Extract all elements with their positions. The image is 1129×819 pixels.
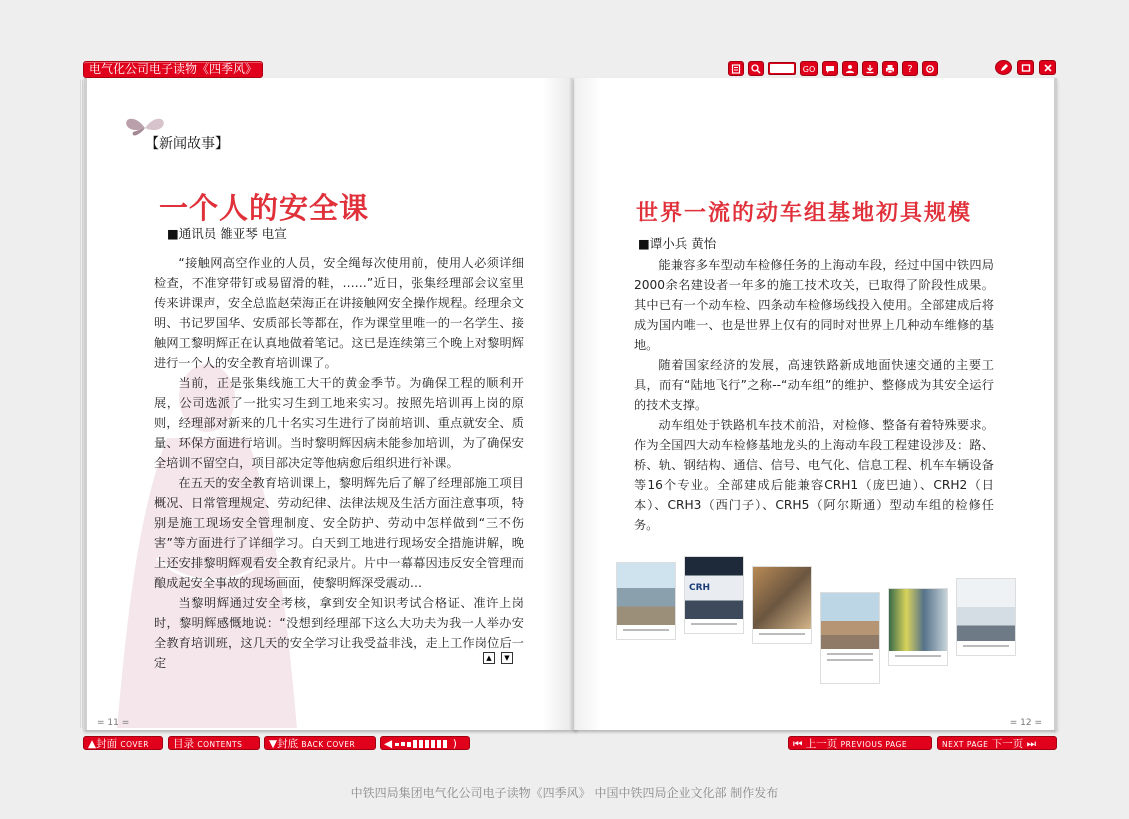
footer-credits: 中铁四局集团电气化公司电子读物《四季风》 中国中铁四局企业文化部 制作发布 xyxy=(350,786,779,800)
volume-slider[interactable] xyxy=(380,736,470,750)
zoom-icon[interactable] xyxy=(748,61,764,76)
scroll-down-icon[interactable]: ▼ xyxy=(501,652,513,664)
cover-button[interactable]: ▲封面 COVER xyxy=(83,736,163,750)
photo-bullet-trains[interactable] xyxy=(956,578,1016,656)
article-body xyxy=(634,255,994,535)
page-number: = 12 = xyxy=(1009,718,1042,728)
book xyxy=(80,78,1058,732)
photo-inspection-track[interactable] xyxy=(888,588,948,666)
photo-construction-site[interactable] xyxy=(752,566,812,644)
close-icon[interactable] xyxy=(1039,60,1056,75)
article-body xyxy=(154,253,524,673)
scroll-up-icon[interactable]: ▲ xyxy=(483,652,495,664)
article-title: 世界一流的动车组基地初具规模 xyxy=(636,200,973,226)
go-button[interactable]: GO xyxy=(800,61,818,76)
photo-strip xyxy=(614,562,1034,692)
previous-page-button[interactable]: ⏮ 上一页 PREVIOUS PAGE xyxy=(788,736,932,750)
user-icon[interactable] xyxy=(842,61,858,76)
paragraph: 当黎明辉通过安全考核，拿到安全知识考试合格证、准许上岗时，黎明辉感慨地说：“没想到经理部下这么大功夫为我一人举办安全教育培训班，这几天的安全学习让我受益非浅，走上工作岗位后一定 xyxy=(154,596,524,670)
page-number: = 11 = xyxy=(97,718,130,728)
help-icon[interactable]: ? xyxy=(902,61,918,76)
page-input[interactable] xyxy=(768,62,796,75)
window-controls xyxy=(995,60,1056,75)
print-icon[interactable] xyxy=(882,61,898,76)
app-title: 电气化公司电子读物《四季风》 xyxy=(83,61,263,78)
contents-button[interactable]: 目录 CONTENTS xyxy=(168,736,260,750)
paragraph: 随着国家经济的发展，高速铁路新成地面快速交通的主要工具，而有“陆地飞行”之称--“动车组”的维护、整修成为其安全运行的技术支撑。 xyxy=(634,358,994,412)
right-page[interactable] xyxy=(574,78,1057,730)
comment-icon[interactable] xyxy=(822,61,838,76)
crh-label: CRH xyxy=(689,583,711,593)
download-icon[interactable] xyxy=(862,61,878,76)
section-label: 【新闻故事】 xyxy=(145,136,229,152)
photo-maintenance-shed[interactable] xyxy=(820,592,880,684)
article-byline: ■通讯员 雒亚琴 电宣 xyxy=(167,226,287,241)
photo-crh-train[interactable] xyxy=(684,556,744,634)
photo-depot-building[interactable] xyxy=(616,562,676,640)
speaker-icon: ◀ xyxy=(384,738,393,750)
paragraph: 当前，正是张集线施工大干的黄金季节。为确保工程的顺利开展，公司选派了一批实习生到工地来实习。按照先培训再上岗的原则，经理部对新来的几十名实习生进行了岗前培训、重点就安全、质量、环保方面进行培训。当时黎明辉因病未能参加培训，为了确保安全培训不留空白，项目部决定等他病愈后组织进行补课。 xyxy=(154,376,524,470)
sound-icon: ) xyxy=(452,738,457,750)
back-cover-button[interactable]: ▼封底 BACK COVER xyxy=(264,736,376,750)
paragraph: “接触网高空作业的人员，安全绳每次使用前，使用人必须详细检查，不准穿带钉或易留滑的鞋，……”近日，张集经理部会议室里传来讲课声，安全总监赵荣海正在讲接触网安全操作规程。经理余文明、书记罗国华、安质部长等都在，作为课堂里唯一的一名学生、接触网工黎明辉正在认真地做着笔记。这已是连续第三个晚上对黎明辉进行一个人的安全教育培训课了。 xyxy=(154,256,524,370)
minimize-icon[interactable] xyxy=(1017,60,1034,75)
paragraph: 动车组处于铁路机车技术前沿，对检修、整备有着特殊要求。作为全国四大动车检修基地龙头的上海动车段工程建设涉及：路、桥、轨、钢结构、通信、信号、电气化、信息工程、机车车辆设备等16个专业。全部建成后能兼容CRH1（庞巴迪）、CRH2（日本）、CRH3（西门子）、CRH5（阿尔斯通）型动车组的检修任务。 xyxy=(634,418,994,532)
article-byline: ■谭小兵 黄怡 xyxy=(638,236,717,251)
text-scroll-controls xyxy=(483,652,513,664)
toolbar xyxy=(728,60,938,76)
next-page-button[interactable]: NEXT PAGE 下一页 ⏭ xyxy=(937,736,1057,750)
draw-icon[interactable] xyxy=(995,60,1012,75)
paragraph: 能兼容多车型动车检修任务的上海动车段，经过中国中铁四局2000余名建设者一年多的施工技术攻关，已取得了阶段性成果。其中已有一个动车检、四条动车检修场线投入使用。全部建成后将成为国内唯一、也是世界上仅有的同时对世界上几种动车维修的基地。 xyxy=(634,258,994,352)
article-title: 一个人的安全课 xyxy=(159,191,370,225)
paragraph: 在五天的安全教育培训课上，黎明辉先后了解了经理部施工项目概况、日常管理规定、劳动纪律、法律法规及生活方面注意事项，特别是施工现场安全管理制度、安全防护、劳动中怎样做到“三不伤害”等方面进行了详细学习。白天到工地进行现场安全措施讲解，晚上还安排黎明辉观看安全教育纪录片。片中一幕幕因违反安全管理而酿成起安全事故的现场画面，使黎明辉深受震动… xyxy=(154,476,524,590)
contents-icon[interactable] xyxy=(728,61,744,76)
left-page[interactable] xyxy=(84,78,577,730)
settings-icon[interactable] xyxy=(922,61,938,76)
volume-level-bars xyxy=(395,737,449,751)
